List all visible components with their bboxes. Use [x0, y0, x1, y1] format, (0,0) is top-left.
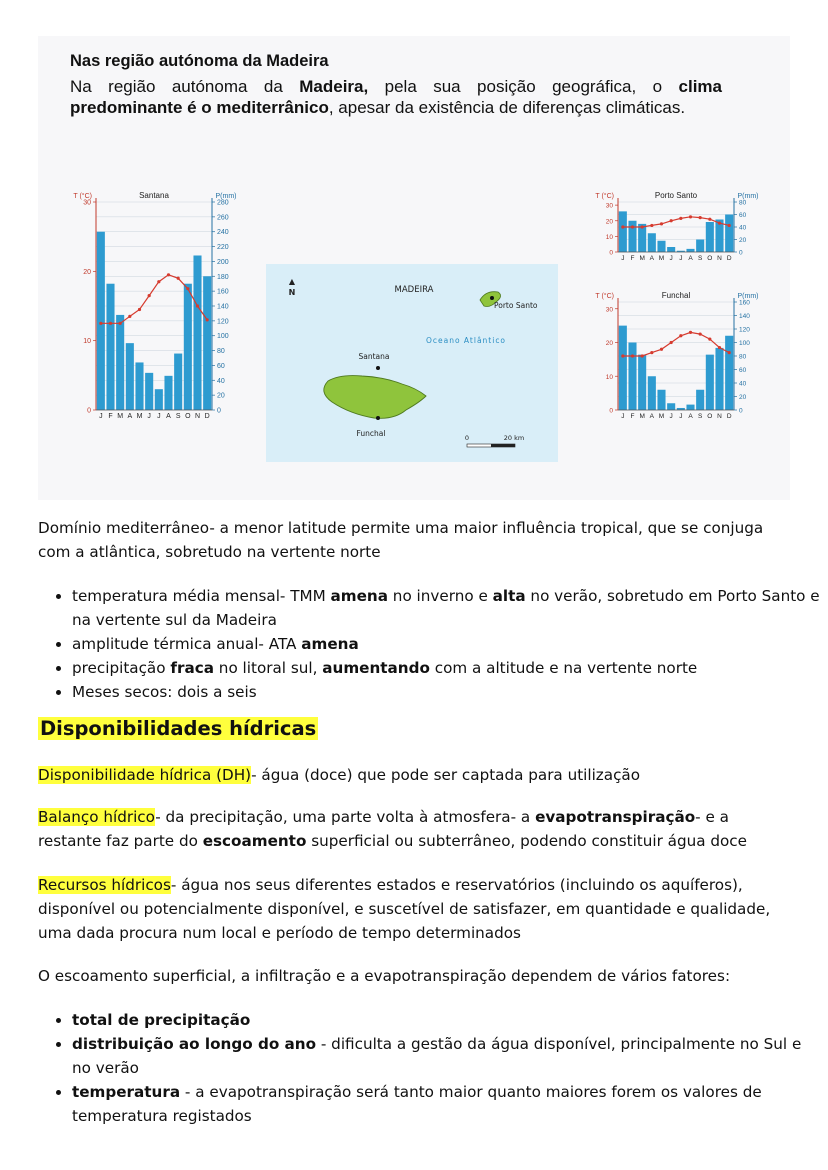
precip-bar	[203, 276, 211, 410]
month-label: O	[707, 413, 713, 420]
list-item	[72, 1032, 824, 1080]
month-label: J	[157, 413, 161, 420]
bold-text: clima predominante é o mediterrânico	[70, 77, 722, 117]
text: pela sua posição geográfica, o	[368, 77, 679, 96]
temperature-point	[641, 354, 644, 357]
month-label: J	[147, 413, 151, 420]
precip-tick-label: 20	[217, 392, 225, 400]
precip-bar	[638, 355, 646, 410]
chart-title: Santana	[139, 191, 169, 200]
temperature-point	[157, 280, 160, 283]
precip-bar	[686, 405, 694, 410]
precip-tick-label: 180	[217, 273, 229, 281]
figure-title: Nas região autónoma da Madeira	[70, 52, 329, 70]
precip-axis-label: P(mm)	[215, 193, 237, 200]
month-label: A	[649, 413, 655, 420]
list-item	[72, 656, 824, 680]
list-item	[72, 584, 824, 632]
highlighted-term: Disponibilidade hídrica (DH)	[38, 766, 252, 784]
precip-tick-label: 60	[739, 367, 747, 374]
precip-bar	[184, 284, 192, 410]
precip-bar	[686, 249, 694, 252]
text: precipitação	[72, 659, 171, 677]
precip-bar	[725, 215, 733, 253]
text: - água nos seus diferentes estados e reservatórios (incluindo os aquíferos), disponível ou potencialmente disponível, e suscetível de satisfazer, em quantidade e qualidade, uma dada procura num local e período de tempo determinados	[38, 876, 771, 942]
santana-label: Santana	[358, 352, 390, 361]
temperature-point	[660, 348, 663, 351]
month-label: M	[658, 413, 665, 420]
temperature-point	[718, 346, 721, 349]
month-label: D	[726, 255, 732, 262]
bold-text: amena	[330, 587, 388, 605]
north-label: N	[288, 288, 296, 297]
figure-paragraph	[70, 76, 722, 118]
precip-bar	[164, 376, 172, 410]
paragraph-balanco	[38, 805, 790, 853]
temperature-point	[631, 225, 634, 228]
paragraph-fatores: O escoamento superficial, a infiltração e a evapotranspiração dependem de vários fatores:	[38, 967, 731, 985]
text: - dificulta a gestão da água disponível, principalmente no Sul e no verão	[72, 1035, 802, 1077]
precip-bar	[667, 247, 675, 252]
madeira-map-svg	[266, 264, 558, 462]
scale-km: 20 km	[503, 434, 525, 442]
precip-bar	[174, 354, 182, 410]
temperature-point	[670, 341, 673, 344]
precip-tick-label: 100	[217, 333, 229, 341]
bold-text: amena	[301, 635, 359, 653]
climograph-porto-santo-svg	[586, 186, 776, 278]
precip-tick-label: 80	[739, 353, 747, 361]
month-label: S	[175, 413, 181, 420]
madeira-map	[266, 264, 558, 462]
porto-santo-dot	[490, 296, 494, 300]
precip-tick-label: 140	[217, 303, 229, 311]
precip-bar	[648, 376, 656, 410]
precip-bar	[106, 284, 114, 410]
temperature-point	[670, 219, 673, 222]
heading-text: Disponibilidades hídricas	[40, 717, 317, 740]
text: no verão, sobretudo em Porto Santo e na vertente sul da Madeira	[72, 587, 820, 629]
climograph-santana-svg	[64, 188, 254, 448]
temperature-line	[623, 332, 729, 356]
precip-tick-label: 240	[217, 229, 229, 237]
precip-tick-label: 0	[739, 407, 743, 415]
north-arrow: ▲	[288, 277, 296, 286]
climograph-santana	[64, 188, 254, 452]
precip-tick-label: 100	[739, 340, 750, 347]
precip-bar	[648, 233, 656, 252]
temp-tick-label: 30	[605, 306, 613, 314]
month-label: A	[688, 413, 693, 420]
precip-tick-label: 40	[739, 224, 747, 232]
month-label: F	[630, 413, 635, 420]
month-label: M	[117, 413, 124, 420]
bold-text: evapotranspiração	[535, 808, 696, 826]
temp-tick-label: 30	[83, 199, 91, 207]
month-label: S	[697, 255, 703, 262]
funchal-label: Funchal	[356, 429, 386, 438]
month-label: O	[185, 413, 191, 420]
temperature-point	[621, 225, 624, 228]
santana-dot	[376, 366, 380, 370]
text: com a altitude e na vertente norte	[429, 659, 698, 677]
temp-tick-label: 0	[609, 407, 613, 415]
temperature-point	[621, 354, 624, 357]
month-label: N	[194, 413, 201, 420]
temperature-point	[699, 216, 702, 219]
precip-bar	[696, 390, 704, 410]
text: Meses secos: dois a seis	[72, 683, 257, 701]
temperature-point	[728, 224, 731, 227]
precip-tick-label: 280	[217, 199, 229, 207]
month-label: N	[717, 413, 722, 420]
precip-bar	[715, 348, 723, 410]
temp-tick-label: 20	[605, 340, 613, 347]
temperature-point	[631, 354, 634, 357]
text: - da precipitação, uma parte volta à atmosfera- a	[155, 808, 536, 826]
month-label: M	[639, 255, 645, 262]
chart-title: Porto Santo	[654, 191, 698, 200]
month-label: A	[649, 255, 655, 262]
precip-bar	[706, 222, 714, 252]
climate-bullet-list	[38, 584, 824, 704]
month-label: M	[658, 255, 665, 262]
map-title: MADEIRA	[394, 285, 434, 295]
section-heading	[38, 714, 318, 744]
month-label: S	[697, 413, 703, 420]
precip-tick-label: 0	[739, 249, 743, 257]
precip-tick-label: 40	[739, 380, 747, 388]
climograph-funchal	[586, 286, 776, 450]
text: temperatura média mensal- TMM	[72, 587, 331, 605]
precip-tick-label: 80	[217, 348, 225, 356]
ocean-label: Oceano Atlântico	[425, 336, 507, 345]
precip-bar	[628, 343, 636, 411]
text: - a evapotranspiração será tanto maior quanto maiores forem os valores de temperatura registados	[72, 1083, 762, 1125]
month-label: N	[717, 255, 722, 262]
scale-zero: 0	[464, 434, 470, 442]
precip-tick-label: 120	[217, 318, 229, 326]
chart-title: Funchal	[661, 291, 691, 300]
bold-text: aumentando	[322, 659, 430, 677]
text: amplitude térmica anual- ATA	[72, 635, 302, 653]
bold-text: fraca	[170, 659, 214, 677]
precip-bar	[135, 362, 143, 410]
temp-tick-label: 10	[605, 233, 613, 241]
temp-tick-label: 0	[609, 249, 613, 257]
bold-text: temperatura	[72, 1083, 181, 1101]
paragraph-recursos	[38, 873, 790, 945]
bold-text: total de precipitação	[72, 1011, 251, 1029]
precip-tick-label: 0	[217, 407, 221, 415]
list-item	[72, 1008, 824, 1032]
temperature-point	[689, 331, 692, 334]
precip-tick-label: 160	[217, 288, 229, 296]
precip-tick-label: 200	[217, 258, 229, 266]
temperature-point	[186, 287, 189, 290]
month-label: F	[108, 413, 113, 420]
temp-tick-label: 30	[605, 202, 613, 210]
temp-tick-label: 10	[83, 338, 91, 346]
month-label: M	[136, 413, 143, 420]
precip-axis-label: P(mm)	[737, 193, 759, 200]
precip-bar	[619, 211, 627, 252]
temperature-point	[679, 217, 682, 220]
text: - e a restante faz parte do	[38, 808, 729, 850]
temperature-point	[138, 308, 141, 311]
month-label: J	[679, 255, 683, 262]
factors-bullet-list	[38, 1008, 824, 1128]
list-item	[72, 1080, 824, 1128]
bold-text: Madeira,	[299, 77, 369, 96]
intro-paragraph: Domínio mediterrâneo- a menor latitude permite uma maior influência tropical, que se conjuga com a atlântica, sobretudo na vertente norte	[38, 519, 764, 561]
precip-tick-label: 20	[739, 237, 747, 244]
temperature-point	[128, 315, 131, 318]
month-label: F	[630, 255, 635, 262]
text: - água (doce) que pode ser captada para utilização	[251, 766, 641, 784]
month-label: J	[99, 413, 103, 420]
scale-bar-fill	[491, 444, 515, 447]
month-label: D	[204, 413, 210, 420]
temp-axis-label: T (°C)	[73, 193, 92, 200]
bold-text: escoamento	[202, 832, 307, 850]
climograph-porto-santo	[586, 186, 776, 282]
month-label: J	[669, 413, 673, 420]
month-label: A	[127, 413, 133, 420]
precip-bar	[706, 355, 714, 410]
paragraph-dh	[38, 763, 790, 787]
precip-bar	[667, 403, 675, 410]
temperature-point	[119, 322, 122, 325]
precip-bar	[193, 255, 201, 410]
bold-text: distribuição ao longo do ano	[72, 1035, 317, 1053]
precip-bar	[619, 326, 627, 410]
month-label: J	[669, 255, 673, 262]
precip-tick-label: 40	[217, 377, 225, 385]
precip-bar	[155, 389, 163, 410]
month-label: A	[688, 255, 693, 262]
list-item	[72, 632, 824, 656]
temp-axis-label: T (°C)	[595, 193, 614, 200]
month-label: A	[166, 413, 171, 420]
precip-tick-label: 140	[739, 313, 750, 320]
temperature-point	[99, 322, 102, 325]
temp-tick-label: 20	[605, 218, 613, 226]
precip-bar	[657, 241, 665, 252]
temperature-point	[718, 221, 721, 224]
precip-axis-label: P(mm)	[737, 293, 759, 300]
list-item	[72, 680, 824, 704]
funchal-dot	[376, 416, 380, 420]
precip-tick-label: 220	[217, 244, 229, 252]
temperature-point	[699, 332, 702, 335]
temperature-point	[728, 351, 731, 354]
month-label: J	[679, 413, 683, 420]
month-label: O	[707, 255, 713, 262]
precip-tick-label: 120	[739, 326, 750, 334]
temperature-point	[196, 304, 199, 307]
precip-bar	[126, 343, 134, 410]
temperature-point	[650, 224, 653, 227]
precip-bar	[116, 315, 124, 410]
precip-bar	[725, 336, 733, 410]
temperature-point	[708, 338, 711, 341]
text: , apesar da existência de diferenças climáticas.	[328, 98, 686, 117]
text: superficial ou subterrâneo, podendo constituir água doce	[306, 832, 748, 850]
porto-santo-label: Porto Santo	[494, 301, 538, 310]
temperature-point	[689, 215, 692, 218]
precip-bar	[145, 373, 153, 410]
precip-bar	[657, 390, 665, 410]
temp-tick-label: 0	[87, 407, 91, 415]
highlighted-term: Balanço hídrico	[38, 808, 156, 826]
month-label: D	[726, 413, 732, 420]
temperature-point	[641, 225, 644, 228]
temperature-point	[206, 318, 209, 321]
temperature-point	[708, 218, 711, 221]
bold-text: alta	[492, 587, 526, 605]
temperature-point	[167, 273, 170, 276]
text: Na região autónoma da	[70, 77, 300, 96]
precip-tick-label: 80	[739, 199, 747, 207]
month-label: J	[621, 255, 625, 262]
temperature-point	[109, 322, 112, 325]
temperature-point	[679, 334, 682, 337]
precip-tick-label: 60	[739, 212, 747, 219]
temperature-point	[177, 277, 180, 280]
precip-tick-label: 60	[217, 362, 225, 370]
text: no litoral sul,	[213, 659, 323, 677]
precip-bar	[696, 240, 704, 253]
precip-tick-label: 20	[739, 394, 747, 401]
month-label: M	[639, 413, 645, 420]
textbook-figure	[38, 36, 790, 500]
temp-tick-label: 10	[605, 373, 613, 381]
precip-tick-label: 160	[739, 299, 750, 307]
precip-bar	[97, 232, 105, 410]
temperature-point	[650, 351, 653, 354]
highlighted-term: Recursos hídricos	[38, 876, 171, 894]
precip-tick-label: 260	[217, 214, 229, 222]
temperature-point	[660, 222, 663, 225]
month-label: J	[621, 413, 625, 420]
text: no inverno e	[387, 587, 493, 605]
temperature-point	[148, 294, 151, 297]
temp-axis-label: T (°C)	[595, 293, 614, 300]
temp-tick-label: 20	[83, 268, 91, 276]
climograph-funchal-svg	[586, 286, 776, 446]
